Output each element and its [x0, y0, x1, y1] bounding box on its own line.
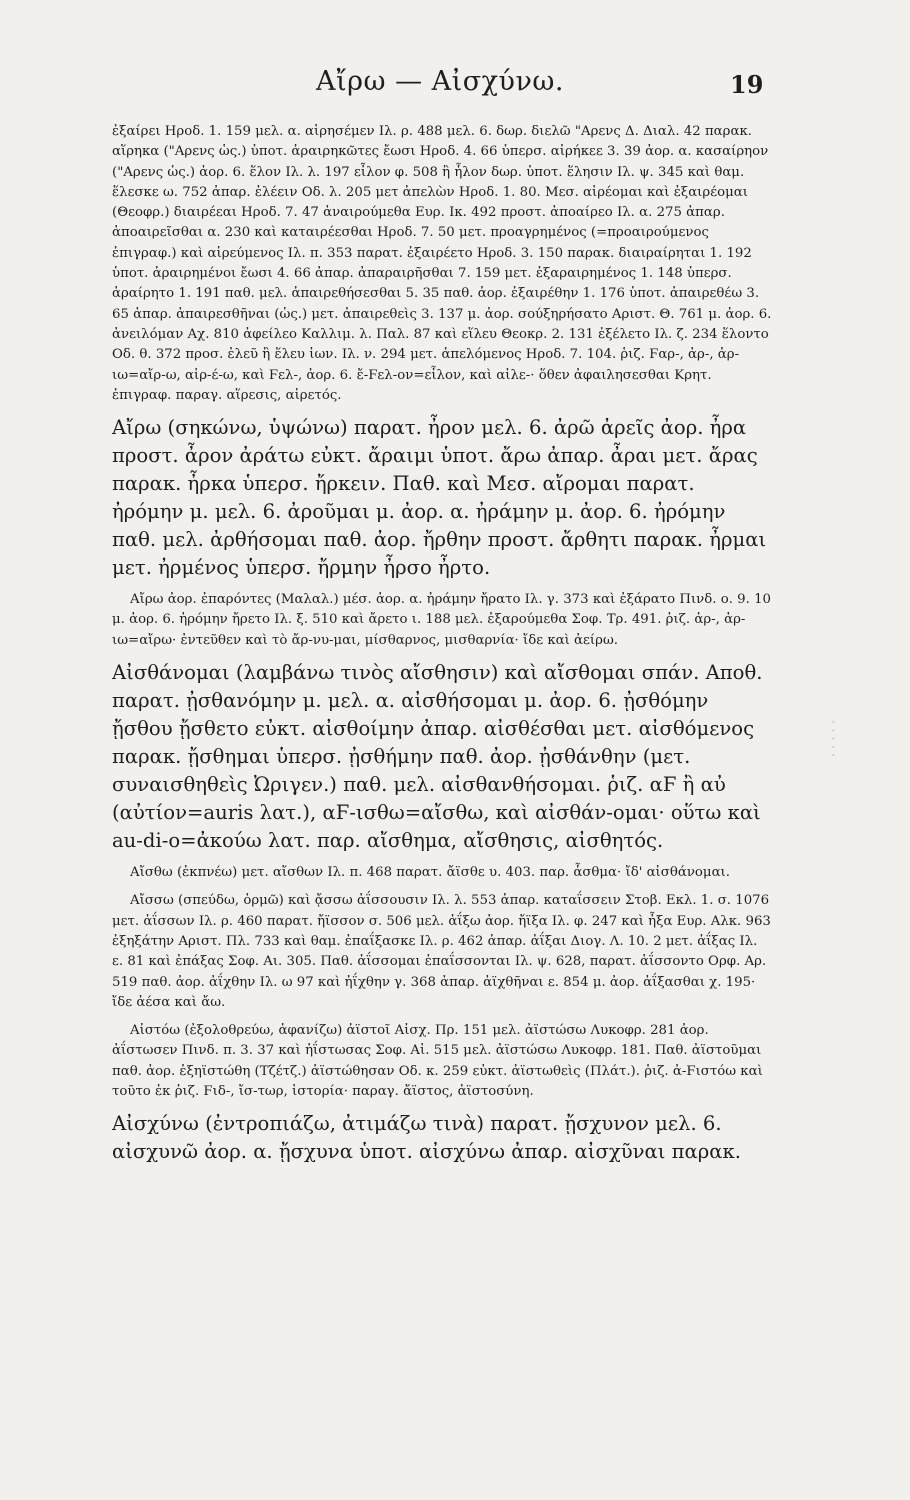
dictionary-entry: Αἴρω ἀορ. ἐπαρόντες (Μαλαλ.) μέσ. ἀορ. α. ἠράμην ἤρατο Ιλ. γ. 373 καὶ ἐξάρατο Πινδ. ο. 9. 10 μ. ἀορ. 6. ἠρόμην ἤρετο Ιλ. ξ. 510 καὶ ἄρετο ι. 188 μελ. ἐξαρούμεθα Σοφ. Τρ. 491. ῥιζ. ἀρ-, ἀρ-ιω=αἴρω· ἐντεῦθεν καὶ τὸ ἄρ-νυ-μαι, μίσθαρνος, μισθαρνία· ἴδε καὶ ἀείρω. — [112, 592, 772, 648]
dictionary-entry: Αἰσθάνομαι (λαμβάνω τινὸς αἴσθησιν) καὶ αἴσθομαι σπάν. Αποθ. παρατ. ᾐσθανόμην μ. μελ. α. αἰσθήσομαι μ. ἀορ. 6. ᾐσθόμην ᾔσθου ᾔσθετο εὐκτ. αἰσθοίμην ἀπαρ. αἰσθέσθαι μετ. αἰσθόμενος παρακ. ᾔσθημαι ὑπερσ. ᾐσθήμην παθ. ἀορ. ᾐσθάνθην (μετ. συναισθηθεὶς Ὠριγεν.) παθ. μελ. αἰσθανθήσομαι. ῥιζ. αϜ ἢ αὐ (αὐτίον=auris λατ.), αϜ-ισθω=αἴσθω, καὶ αἰσθάν-ομαι· οὕτω καὶ au-di-o=ἀκούω λατ. παρ. αἴσθημα, αἴσθησις, αἰσθητός. — [112, 661, 763, 853]
entries-column — [112, 122, 772, 1174]
page-header — [110, 66, 770, 106]
dictionary-entry: Αἴσθω (ἐκπνέω) μετ. αἴσθων Ιλ. π. 468 παρατ. ἄϊσθε υ. 403. παρ. ἆσθμα· ἴδ' αἰσθάνομαι. — [130, 865, 730, 881]
dictionary-entry: Αἰσχύνω (ἐντροπιάζω, ἀτιμάζω τινὰ) παρατ. ᾔσχυνον μελ. 6. αἰσχυνῶ ἀορ. α. ᾔσχυνα ὑποτ. αἰσχύνω ἀπαρ. αἰσχῦναι παρακ. — [112, 1112, 741, 1164]
running-head: Αἴρω — Αἰσχύνω. — [316, 66, 564, 97]
dictionary-entry: Αἰστόω (ἐξολοθρεύω, ἀφανίζω) ἀϊστοῖ Αἰσχ. Πρ. 151 μελ. ἀϊστώσω Λυκοφρ. 281 ἀορ. ἀΐστωσεν Πινδ. π. 3. 37 καὶ ἠΐστωσας Σοφ. Αἰ. 515 μελ. ἀϊστώσω Λυκοφρ. 181. Παθ. ἀϊστοῦμαι παθ. ἀορ. ἐξηϊστώθη (Τζέτζ.) ἀϊστώθησαν Οδ. κ. 259 εὐκτ. ἀϊστωθεὶς (Πλάτ.). ῥιζ. ἀ-Ϝιστόω καὶ τοῦτο ἐκ ῥιζ. Ϝιδ-, ἴσ-τωρ, ἱστορία· παραγ. ἄϊστος, ἀϊστοσύνη. — [112, 1023, 763, 1100]
dictionary-entry: Αἴρω (σηκώνω, ὑψώνω) παρατ. ἦρον μελ. 6. ἀρῶ ἀρεῖς ἀορ. ἦρα προστ. ἆρον ἀράτω εὐκτ. ἄραιμι ὑποτ. ἄρω ἀπαρ. ἆραι μετ. ἄρας παρακ. ἦρκα ὑπερσ. ἤρκειν. Παθ. καὶ Μεσ. αἴρομαι παρατ. ἠρόμην μ. μελ. 6. ἀροῦμαι μ. ἀορ. α. ἠράμην μ. ἀορ. 6. ἠρόμην παθ. μελ. ἀρθήσομαι παθ. ἀορ. ἤρθην προστ. ἄρθητι παρακ. ἦρμαι μετ. ἠρμένος ὑπερσ. ἤρμην ἦρσο ἦρτο. — [112, 416, 767, 580]
dictionary-entry: Αἴσσω (σπεύδω, ὁρμῶ) καὶ ᾄσσω ἀΐσσουσιν Ιλ. λ. 553 ἀπαρ. καταΐσσειν Στοβ. Εκλ. 1. σ. 1076 μετ. ἀΐσσων Ιλ. ρ. 460 παρατ. ἤϊσσον σ. 506 μελ. ἀΐξω ἀορ. ἤϊξα Ιλ. φ. 247 καὶ ἧξα Ευρ. Αλκ. 963 ἐξηξάτην Αριστ. Πλ. 733 καὶ θαμ. ἐπαΐξασκε Ιλ. ρ. 462 ἀπαρ. ἀΐξαι Διογ. Λ. 10. 2 μετ. ἀΐξας Ιλ. ε. 81 καὶ ἐπάξας Σοφ. Αι. 305. Παθ. ἀΐσσομαι ἐπαΐσσονται Ιλ. ψ. 628, παρατ. ἀΐσσοντο Ορφ. Αρ. 519 παθ. ἀορ. ἀΐχθην Ιλ. ω 97 καὶ ἠΐχθην γ. 368 ἀπαρ. ἀϊχθῆναι ε. 854 μ. ἀορ. ἀΐξασθαι χ. 195· ἴδε ἀέσα καὶ ἄω. — [112, 893, 771, 1010]
handwritten-margin-note: · · · · · — [825, 720, 840, 758]
page-number: 19 — [730, 70, 764, 99]
dictionary-entry: ἐξαίρει Ηροδ. 1. 159 μελ. α. αἱρησέμεν Ιλ. ρ. 488 μελ. 6. δωρ. διελῶ "Αρενς Δ. Διαλ. 42 παρακ. αἵρηκα ("Αρενς ὡς.) ὑποτ. ἀραιρηκῶτες ἔωσι Ηροδ. 4. 66 ὑπερσ. αἱρήκεε 3. 39 ἀορ. α. κασαίρηον ("Αρενς ὡς.) ἀορ. 6. ἕλον Ιλ. λ. 197 εἶλον φ. 508 ἢ ἧλον δωρ. ὑποτ. ἕλησιν Ιλ. ψ. 345 καὶ θαμ. ἕλεσκε ω. 752 ἀπαρ. ἑλέειν Οδ. λ. 205 μετ ἀπελὼν Ηροδ. 1. 80. Μεσ. αἱρέομαι καὶ ἐξαιρέομαι (Θεοφρ.) διαιρέεαι Ηροδ. 7. 47 ἀναιρούμεθα Ευρ. Ικ. 492 προστ. ἀποαίρεο Ιλ. α. 275 ἀπαρ. ἀποαιρεῖσθαι α. 230 καὶ καταιρέεσθαι Ηροδ. 7. 50 μετ. προαγρημένος (=προαιρούμενος ἐπιγραφ.) καὶ αἱρεύμενος Ιλ. π. 353 παρατ. ἐξαιρέετο Ηροδ. 3. 150 παρακ. διαιραίρηται 1. 192 ὑποτ. ἀραιρημένοι ἔωσι 4. 66 ἀπαρ. ἀπαραιρῆσθαι 7. 159 μετ. ἐξαραιρημένος 1. 148 ὑπερσ. ἀραίρητο 1. 191 παθ. μελ. ἀπαιρεθήσεσθαι 5. 35 παθ. ἀορ. ἐξαιρέθην 1. 176 ὑποτ. ἀπαιρεθέω 3. 65 ἀπαρ. ἀπαιρεσθῆναι (ὡς.) μετ. ἀπαιρεθεὶς 3. 137 μ. ἀορ. σούξηρήσατο Αριστ. Θ. 761 μ. ἀορ. 6. ἀνειλόμαν Αχ. 810 ἀφείλεο Καλλιμ. λ. Παλ. 87 καὶ εἵλευ Θεοκρ. 2. 131 ἐξέλετο Ιλ. ζ. 234 ἕλοντο Οδ. θ. 372 προσ. ἑλεῦ ἢ ἕλευ ἰων. Ιλ. ν. 294 μετ. ἀπελόμενος Ηροδ. 7. 104. ῥιζ. Ϝαρ-, ἀρ-, ἀρ-ιω=αἴρ-ω, αἱρ-έ-ω, καὶ Ϝελ-, ἀορ. 6. ἔ-Ϝελ-ον=εἶλον, καὶ αἰλε-· ὅθεν ἀφαιλησεσθαι Κρητ. ἐπιγραφ. παραγ. αἵρεσις, αἱρετός. — [112, 124, 772, 403]
